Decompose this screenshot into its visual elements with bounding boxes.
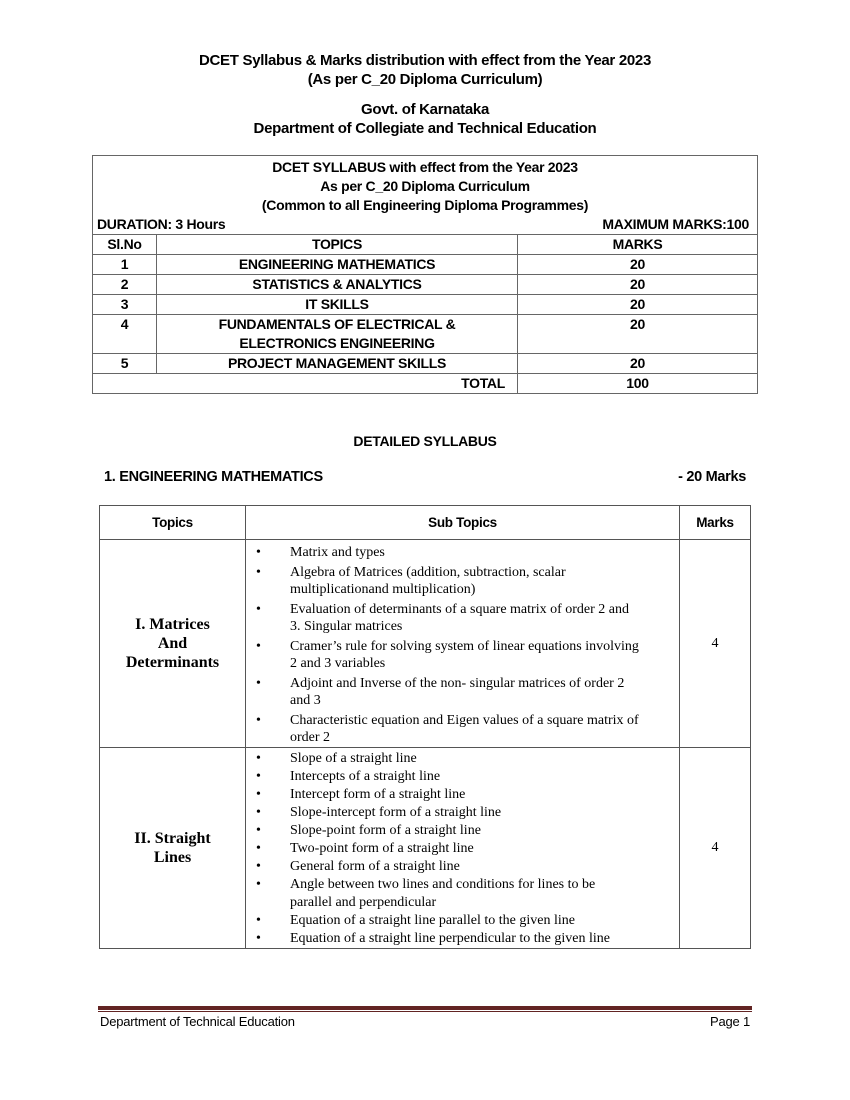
table-row: 3 IT SKILLS 20	[93, 295, 758, 315]
list-item: • Equation of a straight line parallel to the given line	[256, 912, 575, 928]
document-authority	[0, 100, 850, 138]
topic-cell: I. Matrices And Determinants	[100, 540, 246, 748]
bullet-icon: •	[256, 675, 261, 691]
duration-label: DURATION: 3 Hours	[97, 216, 226, 232]
list-item: • Angle between two lines and conditions for lines to be parallel and perpendicular	[256, 877, 596, 910]
col-subtopics: Sub Topics	[246, 506, 680, 540]
table-row	[100, 540, 751, 748]
header-title: DCET Syllabus & Marks distribution with effect from the Year 2023	[198, 52, 651, 69]
table-row: 1 ENGINEERING MATHEMATICS 20	[93, 255, 758, 275]
total-row	[93, 374, 758, 394]
section-marks: - 20 Marks	[678, 469, 746, 485]
summary-title: DCET SYLLABUS with effect from the Year 2023 As per C_20 Diploma Curriculum (Common to all Engineering Diploma Programmes)	[93, 156, 758, 216]
detail-header-row	[100, 506, 751, 540]
list-item: • Slope-intercept form of a straight line	[256, 805, 502, 820]
list-item: • Matrix and types	[256, 544, 385, 560]
table-row: 4 FUNDAMENTALS OF ELECTRICAL & ELECTRONICS ENGINEERING 20	[93, 315, 758, 354]
bullet-icon: •	[256, 823, 261, 838]
detailed-syllabus-title: DETAILED SYLLABUS	[353, 433, 497, 449]
section-title: 1. ENGINEERING MATHEMATICS	[104, 469, 323, 485]
col-marks: MARKS	[518, 235, 758, 255]
list-item: • Cramer’s rule for solving system of linear equations involving 2 and 3 variables	[256, 638, 639, 671]
table-row: 2 STATISTICS & ANALYTICS 20	[93, 275, 758, 295]
list-item: • Characteristic equation and Eigen values of a square matrix of order 2	[256, 712, 639, 745]
list-item: • Evaluation of determinants of a square matrix of order 2 and 3. Singular matrices	[256, 601, 629, 634]
list-item: • Slope-point form of a straight line	[256, 823, 481, 838]
subtopic-list	[246, 544, 679, 746]
list-item: • Algebra of Matrices (addition, subtraction, scalar multiplicationand multiplication)	[256, 564, 566, 597]
header-subtitle: (As per C_20 Diploma Curriculum)	[307, 71, 543, 88]
subtopics-cell	[246, 540, 680, 748]
topic-cell: II. Straight Lines	[100, 748, 246, 949]
bullet-icon: •	[256, 930, 261, 946]
total-label: TOTAL	[93, 374, 518, 394]
footer-department: Department of Technical Education	[100, 1014, 295, 1029]
bullet-icon: •	[256, 805, 261, 820]
col-slno: Sl.No	[93, 235, 157, 255]
document-header	[0, 51, 850, 89]
bullet-icon: •	[256, 601, 261, 617]
list-item: • General form of a straight line	[256, 859, 460, 874]
subtopics-cell	[246, 748, 680, 949]
bullet-icon: •	[256, 712, 261, 728]
page-footer	[100, 1014, 750, 1029]
total-value: 100	[518, 374, 758, 394]
bullet-icon: •	[256, 564, 261, 580]
footer-rule-thin	[98, 1011, 752, 1012]
bullet-icon: •	[256, 841, 261, 856]
list-item: • Adjoint and Inverse of the non- singular matrices of order 2 and 3	[256, 675, 625, 708]
list-item: • Two-point form of a straight line	[256, 841, 474, 856]
list-item: • Equation of a straight line perpendicular to the given line	[256, 930, 610, 946]
col-topics: TOPICS	[157, 235, 518, 255]
marks-cell: 4	[680, 540, 751, 748]
bullet-icon: •	[256, 912, 261, 928]
footer-rule	[98, 1006, 752, 1010]
department-name: Department of Collegiate and Technical Education	[253, 120, 597, 137]
bullet-icon: •	[256, 859, 261, 874]
govt-name: Govt. of Karnataka	[361, 101, 489, 118]
table-row	[100, 748, 751, 949]
bullet-icon: •	[256, 751, 261, 766]
list-item: • Intercepts of a straight line	[256, 769, 441, 784]
bullet-icon: •	[256, 877, 261, 892]
col-topics: Topics	[100, 506, 246, 540]
subtopic-list	[246, 750, 679, 947]
marks-summary-table	[92, 155, 758, 394]
table-row: 5 PROJECT MANAGEMENT SKILLS 20	[93, 354, 758, 374]
list-item: • Intercept form of a straight line	[256, 787, 466, 802]
list-item: • Slope of a straight line	[256, 751, 417, 766]
bullet-icon: •	[256, 787, 261, 802]
marks-cell: 4	[680, 748, 751, 949]
bullet-icon: •	[256, 544, 261, 560]
col-marks: Marks	[680, 506, 751, 540]
detailed-syllabus-table	[99, 505, 751, 949]
page-number: Page 1	[709, 1014, 750, 1029]
bullet-icon: •	[256, 769, 261, 784]
max-marks-label: MAXIMUM MARKS:100	[602, 216, 749, 232]
summary-header-row	[93, 235, 758, 255]
bullet-icon: •	[256, 638, 261, 654]
section-heading	[104, 469, 746, 485]
